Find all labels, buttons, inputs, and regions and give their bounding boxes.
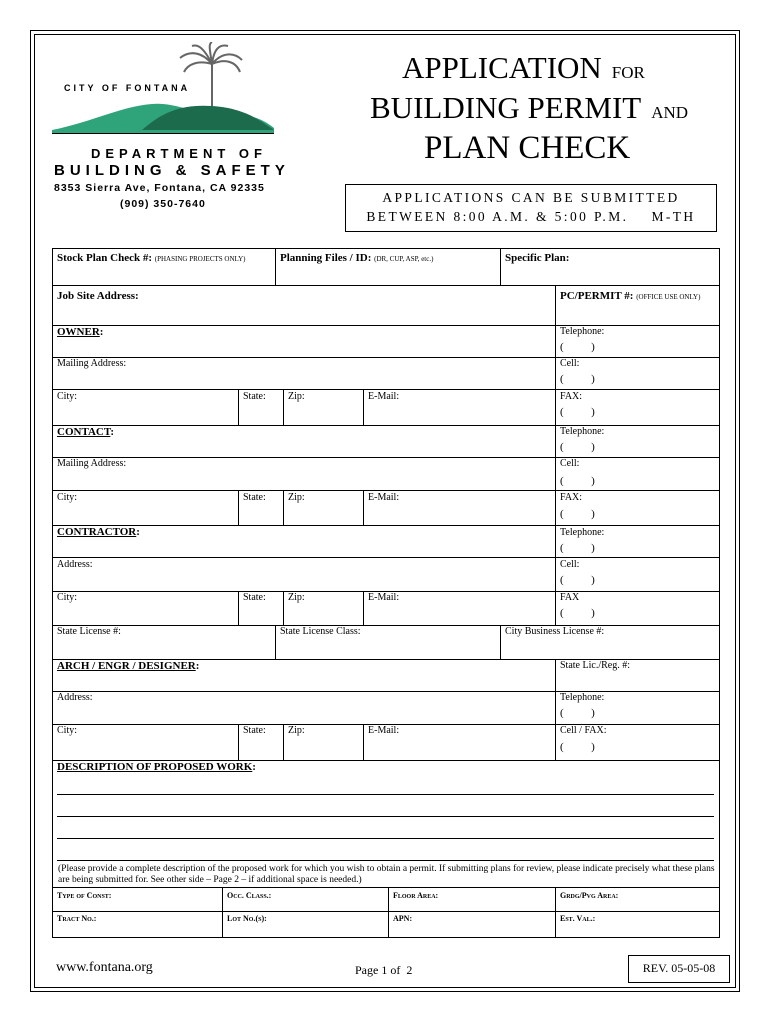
arch-cell-fax-field[interactable]: ( ) <box>560 741 595 753</box>
title-line2 <box>370 92 688 123</box>
description-heading: DESCRIPTION OF PROPOSED WORK: <box>57 761 256 773</box>
hours-line2: BETWEEN 8:00 A.M. & 5:00 P.M. M-TH <box>366 209 696 224</box>
contractor-fax-field[interactable]: ( ) <box>560 607 595 619</box>
hours-line1: APPLICATIONS CAN BE SUBMITTED <box>382 190 680 205</box>
owner-cell: Cell: <box>560 358 580 369</box>
planning-files-label: Planning Files / ID: (DR, CUP, ASP, etc.) <box>280 252 434 264</box>
stock-plan-note: (PHASING PROJECTS ONLY) <box>154 255 246 263</box>
est-val-label: Est. Val.: <box>560 914 596 923</box>
title-plan-check: PLAN CHECK <box>424 130 631 166</box>
pc-permit-label: PC/PERMIT #: (OFFICE USE ONLY) <box>560 290 701 302</box>
owner-telephone: Telephone: <box>560 326 605 337</box>
contact-telephone-field[interactable]: ( ) <box>560 441 595 453</box>
contact-email: E-Mail: <box>368 492 400 503</box>
title-and: AND <box>651 103 689 122</box>
description-note: (Please provide a complete description of the proposed work for which you wish to obtain a permit. If submitting plans for review, please indicate precisely what these plans are being submitted for. See other side – Page 2 – if additional space is needed.) <box>58 864 715 885</box>
arch-zip: Zip: <box>288 725 305 736</box>
occ-class-label: Occ. Class.: <box>227 891 272 900</box>
owner-heading: OWNER: <box>57 326 104 338</box>
contractor-fax: FAX <box>560 592 580 603</box>
owner-city: City: <box>57 391 78 402</box>
contractor-city: City: <box>57 592 78 603</box>
title-line1 <box>402 52 645 83</box>
city-name: CITY OF FONTANA <box>64 83 191 93</box>
stock-plan-label: Stock Plan Check #: (PHASING PROJECTS ONLY) <box>57 252 246 264</box>
contractor-license: State License #: <box>57 626 121 637</box>
dept-line1: DEPARTMENT OF <box>91 146 267 161</box>
title-for: FOR <box>611 63 645 82</box>
contractor-telephone: Telephone: <box>560 527 605 538</box>
job-site-label: Job Site Address: <box>57 290 139 302</box>
arch-telephone-field[interactable]: ( ) <box>560 707 595 719</box>
planning-note: (DR, CUP, ASP, etc.) <box>374 255 434 263</box>
contractor-cell: Cell: <box>560 559 580 570</box>
arch-heading: ARCH / ENGR / DESIGNER: <box>57 660 200 672</box>
logo-divider <box>52 133 274 134</box>
owner-mailing: Mailing Address: <box>57 358 127 369</box>
apn-label: APN: <box>393 914 413 923</box>
owner-email: E-Mail: <box>368 391 400 402</box>
arch-cell-fax: Cell / FAX: <box>560 725 607 736</box>
owner-state: State: <box>243 391 266 402</box>
description-line-3[interactable] <box>57 838 714 839</box>
dept-phone: (909) 350-7640 <box>120 198 206 210</box>
owner-zip: Zip: <box>288 391 305 402</box>
contractor-telephone-field[interactable]: ( ) <box>560 542 595 554</box>
contractor-cell-field[interactable]: ( ) <box>560 574 595 586</box>
title-application: APPLICATION <box>402 50 602 85</box>
revision-box <box>628 955 730 983</box>
contact-telephone: Telephone: <box>560 426 605 437</box>
contact-mailing: Mailing Address: <box>57 458 127 469</box>
description-line-2[interactable] <box>57 816 714 817</box>
floor-area-label: Floor Area: <box>393 891 439 900</box>
contractor-email: E-Mail: <box>368 592 400 603</box>
owner-cell-field[interactable]: ( ) <box>560 373 595 385</box>
owner-fax-field[interactable]: ( ) <box>560 406 595 418</box>
arch-city: City: <box>57 725 78 736</box>
title-building-permit: BUILDING PERMIT <box>370 90 642 125</box>
dept-address: 8353 Sierra Ave, Fontana, CA 92335 <box>54 182 265 194</box>
arch-address: Address: <box>57 692 93 703</box>
arch-state-lic: State Lic./Reg. #: <box>560 660 630 671</box>
contact-heading: CONTACT: <box>57 426 115 438</box>
owner-telephone-field[interactable]: ( ) <box>560 341 595 353</box>
description-line-1[interactable] <box>57 794 714 795</box>
owner-fax: FAX: <box>560 391 583 402</box>
grdg-area-label: Grdg/Pvg Area: <box>560 891 619 900</box>
contact-city: City: <box>57 492 78 503</box>
arch-state: State: <box>243 725 266 736</box>
contact-cell-field[interactable]: ( ) <box>560 475 595 487</box>
specific-plan-label: Specific Plan: <box>505 252 570 264</box>
contact-state: State: <box>243 492 266 503</box>
description-line-4[interactable] <box>57 860 714 861</box>
website: www.fontana.org <box>56 960 153 975</box>
tract-label: Tract No.: <box>57 914 97 923</box>
contractor-license-class: State License Class: <box>280 626 361 637</box>
contractor-zip: Zip: <box>288 592 305 603</box>
contact-cell: Cell: <box>560 458 580 469</box>
dept-line2: BUILDING & SAFETY <box>54 162 290 179</box>
contractor-address: Address: <box>57 559 93 570</box>
lot-label: Lot No.(s): <box>227 914 267 923</box>
contractor-state: State: <box>243 592 266 603</box>
arch-email: E-Mail: <box>368 725 400 736</box>
contact-fax: FAX: <box>560 492 583 503</box>
contractor-heading: CONTRACTOR: <box>57 526 140 538</box>
arch-telephone: Telephone: <box>560 692 605 703</box>
hours-box <box>345 184 717 232</box>
contact-fax-field[interactable]: ( ) <box>560 508 595 520</box>
revision: REV. 05-05-08 <box>642 961 716 975</box>
type-const-label: Type of Const: <box>57 891 112 900</box>
contact-zip: Zip: <box>288 492 305 503</box>
page-number: Page 1 of 2 <box>355 963 413 977</box>
city-business-license: City Business License #: <box>505 626 605 637</box>
